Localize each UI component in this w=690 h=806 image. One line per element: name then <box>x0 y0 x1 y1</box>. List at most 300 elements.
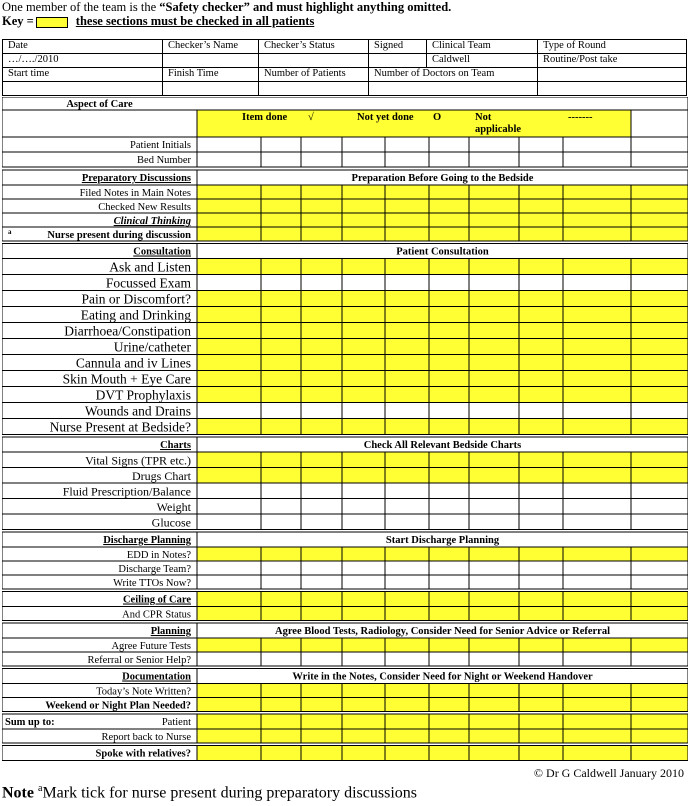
item-row-cell[interactable] <box>469 607 519 621</box>
item-row-cell[interactable] <box>261 547 301 561</box>
id-row-cell[interactable] <box>261 152 301 167</box>
item-row-cell[interactable] <box>261 371 301 387</box>
item-row-cell[interactable] <box>261 468 301 484</box>
item-row-cell[interactable] <box>197 275 261 291</box>
item-row-cell[interactable] <box>385 483 429 499</box>
item-row-cell[interactable] <box>261 291 301 307</box>
item-row-cell[interactable] <box>342 323 385 339</box>
item-row-cell[interactable] <box>519 684 563 698</box>
checker-name-label[interactable]: Checker’s Name <box>163 40 259 54</box>
item-row-cell[interactable] <box>429 607 469 621</box>
item-row-cell[interactable] <box>563 355 631 371</box>
item-row-cell[interactable] <box>301 291 342 307</box>
item-row-cell[interactable] <box>342 419 385 435</box>
item-row-cell[interactable] <box>631 483 688 499</box>
item-row-cell[interactable] <box>261 213 301 227</box>
item-row-cell[interactable] <box>519 355 563 371</box>
item-row-cell[interactable] <box>342 213 385 227</box>
item-row-cell[interactable] <box>301 452 342 468</box>
item-row-cell[interactable] <box>342 307 385 323</box>
item-row-cell[interactable] <box>519 468 563 484</box>
item-row-cell[interactable] <box>429 652 469 666</box>
item-row-cell[interactable] <box>385 371 429 387</box>
item-row-cell[interactable] <box>631 355 688 371</box>
item-row-cell[interactable] <box>385 199 429 213</box>
item-row-cell[interactable] <box>429 387 469 403</box>
item-row-cell[interactable] <box>469 652 519 666</box>
item-row-cell[interactable] <box>429 514 469 530</box>
item-row-cell[interactable] <box>261 355 301 371</box>
item-row-cell[interactable] <box>469 213 519 227</box>
item-row-cell[interactable] <box>301 684 342 698</box>
item-row-cell[interactable] <box>342 452 385 468</box>
item-row-cell[interactable] <box>301 607 342 621</box>
section-title-row-cell[interactable] <box>342 592 385 607</box>
item-row-cell[interactable] <box>301 387 342 403</box>
item-row-cell[interactable] <box>469 468 519 484</box>
item-row-cell[interactable] <box>429 468 469 484</box>
item-row-cell[interactable] <box>469 227 519 241</box>
item-row-cell[interactable] <box>385 339 429 355</box>
item-row-cell[interactable] <box>197 607 261 621</box>
checker-status-label[interactable]: Checker’s Status <box>259 40 369 54</box>
section-title-row-cell[interactable] <box>429 592 469 607</box>
item-row-cell[interactable] <box>261 403 301 419</box>
section-title-row-cell[interactable] <box>197 714 261 729</box>
item-row-cell[interactable] <box>261 307 301 323</box>
item-row-cell[interactable] <box>342 185 385 199</box>
item-row-cell[interactable] <box>342 275 385 291</box>
item-row-cell[interactable] <box>342 547 385 561</box>
item-row-cell[interactable] <box>197 452 261 468</box>
section-title-row-cell[interactable] <box>261 592 301 607</box>
item-row-cell[interactable] <box>342 483 385 499</box>
item-row-cell[interactable] <box>197 638 261 652</box>
item-row-cell[interactable] <box>261 575 301 589</box>
id-row-cell[interactable] <box>342 137 385 152</box>
item-row-cell[interactable] <box>261 419 301 435</box>
item-row-cell[interactable] <box>197 323 261 339</box>
section-title-row-cell[interactable] <box>385 592 429 607</box>
section-title-row-cell[interactable] <box>631 746 688 761</box>
item-row-cell[interactable] <box>342 607 385 621</box>
item-row-cell[interactable] <box>631 371 688 387</box>
id-row-cell[interactable] <box>197 137 261 152</box>
item-row-cell[interactable] <box>301 419 342 435</box>
item-row-cell[interactable] <box>301 547 342 561</box>
item-row-cell[interactable] <box>342 575 385 589</box>
item-row-cell[interactable] <box>469 185 519 199</box>
item-row-cell[interactable] <box>469 323 519 339</box>
item-row-cell[interactable] <box>261 323 301 339</box>
item-row-cell[interactable] <box>385 575 429 589</box>
section-title-row-cell[interactable] <box>261 714 301 729</box>
item-row-cell[interactable] <box>631 259 688 275</box>
signed-value[interactable] <box>369 54 427 68</box>
item-row-cell[interactable] <box>469 307 519 323</box>
item-row-cell[interactable] <box>385 259 429 275</box>
item-row-cell[interactable] <box>469 259 519 275</box>
section-title-row-cell[interactable] <box>261 746 301 761</box>
id-row-cell[interactable] <box>342 152 385 167</box>
item-row-cell[interactable] <box>385 227 429 241</box>
item-row-cell[interactable] <box>429 371 469 387</box>
item-row-cell[interactable] <box>429 185 469 199</box>
section-title-row-cell[interactable] <box>429 714 469 729</box>
item-row-cell[interactable] <box>261 275 301 291</box>
item-row-cell[interactable] <box>519 307 563 323</box>
section-title-row-cell[interactable] <box>519 714 563 729</box>
item-row-cell[interactable] <box>429 355 469 371</box>
item-row-cell[interactable] <box>519 547 563 561</box>
item-row-cell[interactable] <box>385 185 429 199</box>
item-row-cell[interactable] <box>519 275 563 291</box>
item-row-cell[interactable] <box>429 499 469 515</box>
item-row-cell[interactable] <box>385 275 429 291</box>
item-row-cell[interactable] <box>563 652 631 666</box>
section-title-row-cell[interactable] <box>563 746 631 761</box>
item-row-cell[interactable] <box>429 323 469 339</box>
item-row-cell[interactable] <box>631 323 688 339</box>
id-row-cell[interactable] <box>519 152 563 167</box>
item-row-cell[interactable] <box>631 199 688 213</box>
item-row-cell[interactable] <box>519 403 563 419</box>
section-title-row-cell[interactable] <box>385 746 429 761</box>
section-title-row-cell[interactable] <box>563 714 631 729</box>
section-title-row-cell[interactable] <box>385 714 429 729</box>
item-row-cell[interactable] <box>261 452 301 468</box>
doctors-count-label[interactable]: Number of Doctors on Team <box>369 68 538 82</box>
item-row-cell[interactable] <box>469 452 519 468</box>
item-row-cell[interactable] <box>197 575 261 589</box>
id-row-cell[interactable] <box>385 137 429 152</box>
item-row-cell[interactable] <box>197 291 261 307</box>
item-row-cell[interactable] <box>631 561 688 575</box>
item-row-cell[interactable] <box>631 547 688 561</box>
item-row-cell[interactable] <box>261 514 301 530</box>
item-row-cell[interactable] <box>385 652 429 666</box>
clinical-team-value[interactable]: Caldwell <box>427 54 538 68</box>
item-row-cell[interactable] <box>519 607 563 621</box>
item-row-cell[interactable] <box>519 698 563 712</box>
item-row-cell[interactable] <box>197 514 261 530</box>
section-title-row-cell[interactable] <box>301 746 342 761</box>
item-row-cell[interactable] <box>469 403 519 419</box>
item-row-cell[interactable] <box>469 199 519 213</box>
item-row-cell[interactable] <box>631 575 688 589</box>
item-row-cell[interactable] <box>563 468 631 484</box>
item-row-cell[interactable] <box>301 185 342 199</box>
item-row-cell[interactable] <box>197 561 261 575</box>
id-row-cell[interactable] <box>519 137 563 152</box>
item-row-cell[interactable] <box>563 419 631 435</box>
item-row-cell[interactable] <box>261 684 301 698</box>
item-row-cell[interactable] <box>342 199 385 213</box>
item-row-cell[interactable] <box>197 185 261 199</box>
item-row-cell[interactable] <box>342 468 385 484</box>
item-row-cell[interactable] <box>429 452 469 468</box>
item-row-cell[interactable] <box>519 652 563 666</box>
item-row-cell[interactable] <box>342 355 385 371</box>
item-row-cell[interactable] <box>301 514 342 530</box>
item-row-cell[interactable] <box>342 514 385 530</box>
item-row-cell[interactable] <box>519 371 563 387</box>
item-row-cell[interactable] <box>342 291 385 307</box>
item-row-cell[interactable] <box>631 307 688 323</box>
item-row-cell[interactable] <box>342 371 385 387</box>
item-row-cell[interactable] <box>261 652 301 666</box>
item-row-cell[interactable] <box>563 547 631 561</box>
item-row-cell[interactable] <box>631 185 688 199</box>
item-row-cell[interactable] <box>631 227 688 241</box>
item-row-cell[interactable] <box>563 684 631 698</box>
item-row-cell[interactable] <box>469 483 519 499</box>
id-row-cell[interactable] <box>197 152 261 167</box>
item-row-cell[interactable] <box>563 275 631 291</box>
item-row-cell[interactable] <box>429 729 469 743</box>
item-row-cell[interactable] <box>342 652 385 666</box>
item-row-cell[interactable] <box>631 684 688 698</box>
item-row-cell[interactable] <box>301 355 342 371</box>
item-row-cell[interactable] <box>342 227 385 241</box>
item-row-cell[interactable] <box>261 483 301 499</box>
item-row-cell[interactable] <box>385 638 429 652</box>
section-title-row-cell[interactable] <box>197 746 261 761</box>
item-row-cell[interactable] <box>563 185 631 199</box>
item-row-cell[interactable] <box>631 275 688 291</box>
item-row-cell[interactable] <box>631 339 688 355</box>
item-row-cell[interactable] <box>519 575 563 589</box>
section-title-row-cell[interactable] <box>469 592 519 607</box>
item-row-cell[interactable] <box>519 638 563 652</box>
item-row-cell[interactable] <box>519 259 563 275</box>
item-row-cell[interactable] <box>563 638 631 652</box>
item-row-cell[interactable] <box>385 419 429 435</box>
item-row-cell[interactable] <box>469 371 519 387</box>
item-row-cell[interactable] <box>563 561 631 575</box>
item-row-cell[interactable] <box>469 291 519 307</box>
item-row-cell[interactable] <box>519 323 563 339</box>
section-title-row-cell[interactable] <box>563 592 631 607</box>
item-row-cell[interactable] <box>301 698 342 712</box>
item-row-cell[interactable] <box>519 729 563 743</box>
item-row-cell[interactable] <box>385 387 429 403</box>
item-row-cell[interactable] <box>469 575 519 589</box>
item-row-cell[interactable] <box>301 403 342 419</box>
item-row-cell[interactable] <box>563 483 631 499</box>
id-row-cell[interactable] <box>631 137 688 152</box>
item-row-cell[interactable] <box>519 199 563 213</box>
item-row-cell[interactable] <box>519 561 563 575</box>
item-row-cell[interactable] <box>469 547 519 561</box>
item-row-cell[interactable] <box>631 499 688 515</box>
date-value[interactable]: …/…./2010 <box>3 54 163 68</box>
item-row-cell[interactable] <box>301 275 342 291</box>
item-row-cell[interactable] <box>261 259 301 275</box>
item-row-cell[interactable] <box>261 339 301 355</box>
item-row-cell[interactable] <box>261 698 301 712</box>
item-row-cell[interactable] <box>563 575 631 589</box>
item-row-cell[interactable] <box>301 371 342 387</box>
item-row-cell[interactable] <box>563 213 631 227</box>
item-row-cell[interactable] <box>563 323 631 339</box>
section-title-row-cell[interactable] <box>342 746 385 761</box>
id-row-cell[interactable] <box>301 137 342 152</box>
item-row-cell[interactable] <box>385 452 429 468</box>
item-row-cell[interactable] <box>429 403 469 419</box>
item-row-cell[interactable] <box>301 323 342 339</box>
item-row-cell[interactable] <box>385 403 429 419</box>
item-row-cell[interactable] <box>342 387 385 403</box>
item-row-cell[interactable] <box>385 307 429 323</box>
item-row-cell[interactable] <box>519 387 563 403</box>
item-row-cell[interactable] <box>469 561 519 575</box>
item-row-cell[interactable] <box>563 371 631 387</box>
item-row-cell[interactable] <box>197 355 261 371</box>
item-row-cell[interactable] <box>197 684 261 698</box>
item-row-cell[interactable] <box>563 199 631 213</box>
item-row-cell[interactable] <box>563 729 631 743</box>
signed-label[interactable]: Signed <box>369 40 427 54</box>
item-row-cell[interactable] <box>563 403 631 419</box>
item-row-cell[interactable] <box>429 575 469 589</box>
id-row-cell[interactable] <box>563 152 631 167</box>
section-title-row-cell[interactable] <box>469 714 519 729</box>
item-row-cell[interactable] <box>563 307 631 323</box>
item-row-cell[interactable] <box>469 275 519 291</box>
item-row-cell[interactable] <box>429 684 469 698</box>
item-row-cell[interactable] <box>519 291 563 307</box>
item-row-cell[interactable] <box>429 199 469 213</box>
item-row-cell[interactable] <box>197 259 261 275</box>
item-row-cell[interactable] <box>261 499 301 515</box>
item-row-cell[interactable] <box>519 419 563 435</box>
item-row-cell[interactable] <box>563 259 631 275</box>
item-row-cell[interactable] <box>429 259 469 275</box>
item-row-cell[interactable] <box>301 638 342 652</box>
item-row-cell[interactable] <box>429 547 469 561</box>
item-row-cell[interactable] <box>197 213 261 227</box>
item-row-cell[interactable] <box>631 514 688 530</box>
item-row-cell[interactable] <box>385 291 429 307</box>
item-row-cell[interactable] <box>342 499 385 515</box>
item-row-cell[interactable] <box>301 468 342 484</box>
id-row-cell[interactable] <box>563 137 631 152</box>
item-row-cell[interactable] <box>261 638 301 652</box>
item-row-cell[interactable] <box>563 291 631 307</box>
start-time-label[interactable]: Start time <box>3 68 163 82</box>
item-row-cell[interactable] <box>385 729 429 743</box>
item-row-cell[interactable] <box>563 607 631 621</box>
item-row-cell[interactable] <box>469 419 519 435</box>
item-row-cell[interactable] <box>385 684 429 698</box>
item-row-cell[interactable] <box>519 185 563 199</box>
section-title-row-cell[interactable] <box>301 592 342 607</box>
item-row-cell[interactable] <box>429 227 469 241</box>
item-row-cell[interactable] <box>631 452 688 468</box>
item-row-cell[interactable] <box>429 275 469 291</box>
id-row-cell[interactable] <box>429 137 469 152</box>
item-row-cell[interactable] <box>519 339 563 355</box>
item-row-cell[interactable] <box>469 698 519 712</box>
item-row-cell[interactable] <box>429 698 469 712</box>
item-row-cell[interactable] <box>429 638 469 652</box>
item-row-cell[interactable] <box>429 291 469 307</box>
item-row-cell[interactable] <box>197 547 261 561</box>
section-title-row-cell[interactable] <box>301 714 342 729</box>
item-row-cell[interactable] <box>469 514 519 530</box>
item-row-cell[interactable] <box>342 259 385 275</box>
item-row-cell[interactable] <box>197 227 261 241</box>
item-row-cell[interactable] <box>385 698 429 712</box>
item-row-cell[interactable] <box>385 468 429 484</box>
item-row-cell[interactable] <box>261 185 301 199</box>
item-row-cell[interactable] <box>429 419 469 435</box>
section-title-row-cell[interactable] <box>469 746 519 761</box>
item-row-cell[interactable] <box>631 698 688 712</box>
item-row-cell[interactable] <box>342 403 385 419</box>
item-row-cell[interactable] <box>197 652 261 666</box>
checker-name-value[interactable] <box>163 54 259 68</box>
patients-count-label[interactable]: Number of Patients <box>259 68 369 82</box>
item-row-cell[interactable] <box>301 499 342 515</box>
item-row-cell[interactable] <box>519 514 563 530</box>
item-row-cell[interactable] <box>342 561 385 575</box>
item-row-cell[interactable] <box>385 547 429 561</box>
item-row-cell[interactable] <box>469 729 519 743</box>
item-row-cell[interactable] <box>261 199 301 213</box>
section-title-row-cell[interactable] <box>197 592 261 607</box>
item-row-cell[interactable] <box>261 227 301 241</box>
section-title-row-cell[interactable] <box>631 592 688 607</box>
item-row-cell[interactable] <box>429 483 469 499</box>
item-row-cell[interactable] <box>197 307 261 323</box>
item-row-cell[interactable] <box>197 371 261 387</box>
section-title-row-cell[interactable] <box>342 714 385 729</box>
item-row-cell[interactable] <box>563 387 631 403</box>
item-row-cell[interactable] <box>563 698 631 712</box>
item-row-cell[interactable] <box>342 729 385 743</box>
item-row-cell[interactable] <box>631 213 688 227</box>
id-row-cell[interactable] <box>429 152 469 167</box>
item-row-cell[interactable] <box>429 213 469 227</box>
item-row-cell[interactable] <box>342 638 385 652</box>
item-row-cell[interactable] <box>301 199 342 213</box>
item-row-cell[interactable] <box>519 452 563 468</box>
item-row-cell[interactable] <box>197 729 261 743</box>
section-title-row-cell[interactable] <box>429 746 469 761</box>
item-row-cell[interactable] <box>469 684 519 698</box>
item-row-cell[interactable] <box>301 307 342 323</box>
item-row-cell[interactable] <box>563 452 631 468</box>
id-row-cell[interactable] <box>261 137 301 152</box>
item-row-cell[interactable] <box>469 355 519 371</box>
round-type-value[interactable]: Routine/Post take <box>538 54 687 68</box>
item-row-cell[interactable] <box>563 499 631 515</box>
item-row-cell[interactable] <box>301 575 342 589</box>
item-row-cell[interactable] <box>385 514 429 530</box>
item-row-cell[interactable] <box>385 213 429 227</box>
item-row-cell[interactable] <box>342 339 385 355</box>
item-row-cell[interactable] <box>197 199 261 213</box>
item-row-cell[interactable] <box>261 607 301 621</box>
item-row-cell[interactable] <box>429 307 469 323</box>
section-title-row-cell[interactable] <box>519 592 563 607</box>
item-row-cell[interactable] <box>519 227 563 241</box>
item-row-cell[interactable] <box>469 499 519 515</box>
item-row-cell[interactable] <box>261 387 301 403</box>
item-row-cell[interactable] <box>563 339 631 355</box>
